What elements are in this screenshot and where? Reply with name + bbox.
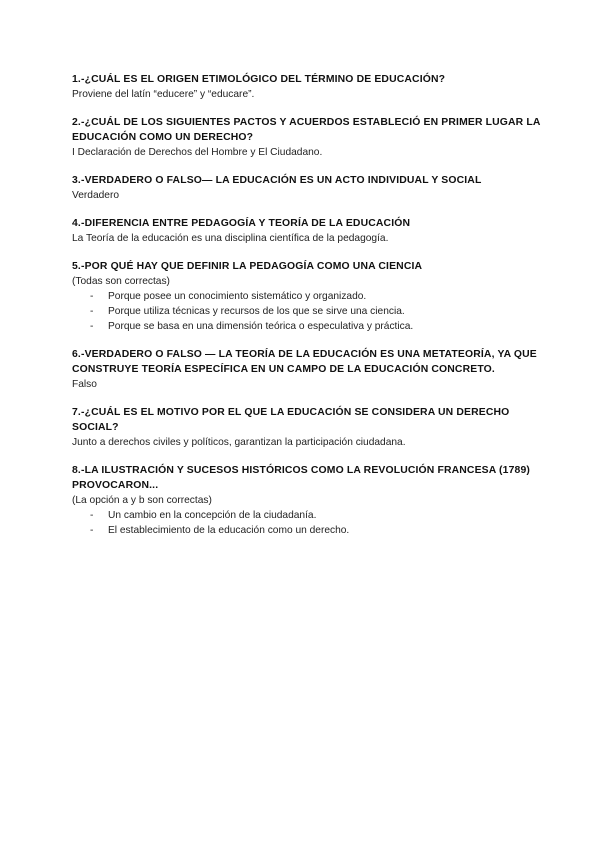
dash-bullet: - (90, 525, 94, 536)
list-item-text: Porque utiliza técnicas y recursos de los que se sirve una ciencia. (108, 306, 405, 317)
question-title: 3.-VERDADERO O FALSO— LA EDUCACIÓN ES UN ACTO INDIVIDUAL Y SOCIAL (72, 175, 482, 186)
dash-bullet: - (90, 306, 94, 317)
question-answer: Verdadero (72, 190, 120, 201)
question-title: 2.-¿CUÁL DE LOS SIGUIENTES PACTOS Y ACUERDOS ESTABLECIÓ EN PRIMER LUGAR LA EDUCACIÓN COMO UN DERECHO? (72, 117, 541, 143)
question-block-8 (72, 463, 542, 538)
question-answer: Proviene del latín “educere” y “educare”. (72, 89, 255, 100)
question-block-6 (72, 347, 542, 392)
question-answer: Falso (72, 379, 97, 390)
answer-list (72, 508, 542, 538)
list-item-text: Porque se basa en una dimensión teórica o especulativa y práctica. (108, 321, 414, 332)
question-block-1 (72, 72, 542, 102)
dash-bullet: - (90, 321, 94, 332)
question-title: 4.-DIFERENCIA ENTRE PEDAGOGÍA Y TEORÍA DE LA EDUCACIÓN (72, 218, 411, 229)
document-body (72, 72, 542, 551)
question-block-4 (72, 216, 542, 246)
dash-bullet: - (90, 291, 94, 302)
question-title: 8.-LA ILUSTRACIÓN Y SUCESOS HISTÓRICOS COMO LA REVOLUCIÓN FRANCESA (1789) PROVOCARON... (72, 465, 530, 491)
question-block-2 (72, 115, 542, 160)
question-answer: I Declaración de Derechos del Hombre y El Ciudadano. (72, 147, 323, 158)
list-item (90, 508, 542, 523)
list-item-text: El establecimiento de la educación como un derecho. (108, 525, 350, 536)
list-item (90, 289, 542, 304)
list-item (90, 304, 542, 319)
question-block-3 (72, 173, 542, 203)
question-block-7 (72, 405, 542, 450)
list-item-text: Porque posee un conocimiento sistemático y organizado. (108, 291, 367, 302)
question-note: (La opción a y b son correctas) (72, 495, 212, 506)
question-note: (Todas son correctas) (72, 276, 170, 287)
question-title: 7.-¿CUÁL ES EL MOTIVO POR EL QUE LA EDUCACIÓN SE CONSIDERA UN DERECHO SOCIAL? (72, 407, 510, 433)
question-title: 5.-POR QUÉ HAY QUE DEFINIR LA PEDAGOGÍA COMO UNA CIENCIA (72, 261, 423, 272)
question-block-5 (72, 259, 542, 334)
answer-list (72, 289, 542, 334)
dash-bullet: - (90, 510, 94, 521)
question-answer: La Teoría de la educación es una disciplina científica de la pedagogía. (72, 233, 389, 244)
question-title: 1.-¿CUÁL ES EL ORIGEN ETIMOLÓGICO DEL TÉRMINO DE EDUCACIÓN? (72, 74, 446, 85)
question-answer: Junto a derechos civiles y políticos, garantizan la participación ciudadana. (72, 437, 406, 448)
list-item (90, 319, 542, 334)
question-title: 6.-VERDADERO O FALSO — LA TEORÍA DE LA EDUCACIÓN ES UNA METATEORÍA, YA QUE CONSTRUYE TEORÍA ESPECÍFICA EN UN CAMPO DE LA EDUCACIÓN CONCRETO. (72, 349, 537, 375)
list-item-text: Un cambio en la concepción de la ciudadanía. (108, 510, 317, 521)
list-item (90, 523, 542, 538)
